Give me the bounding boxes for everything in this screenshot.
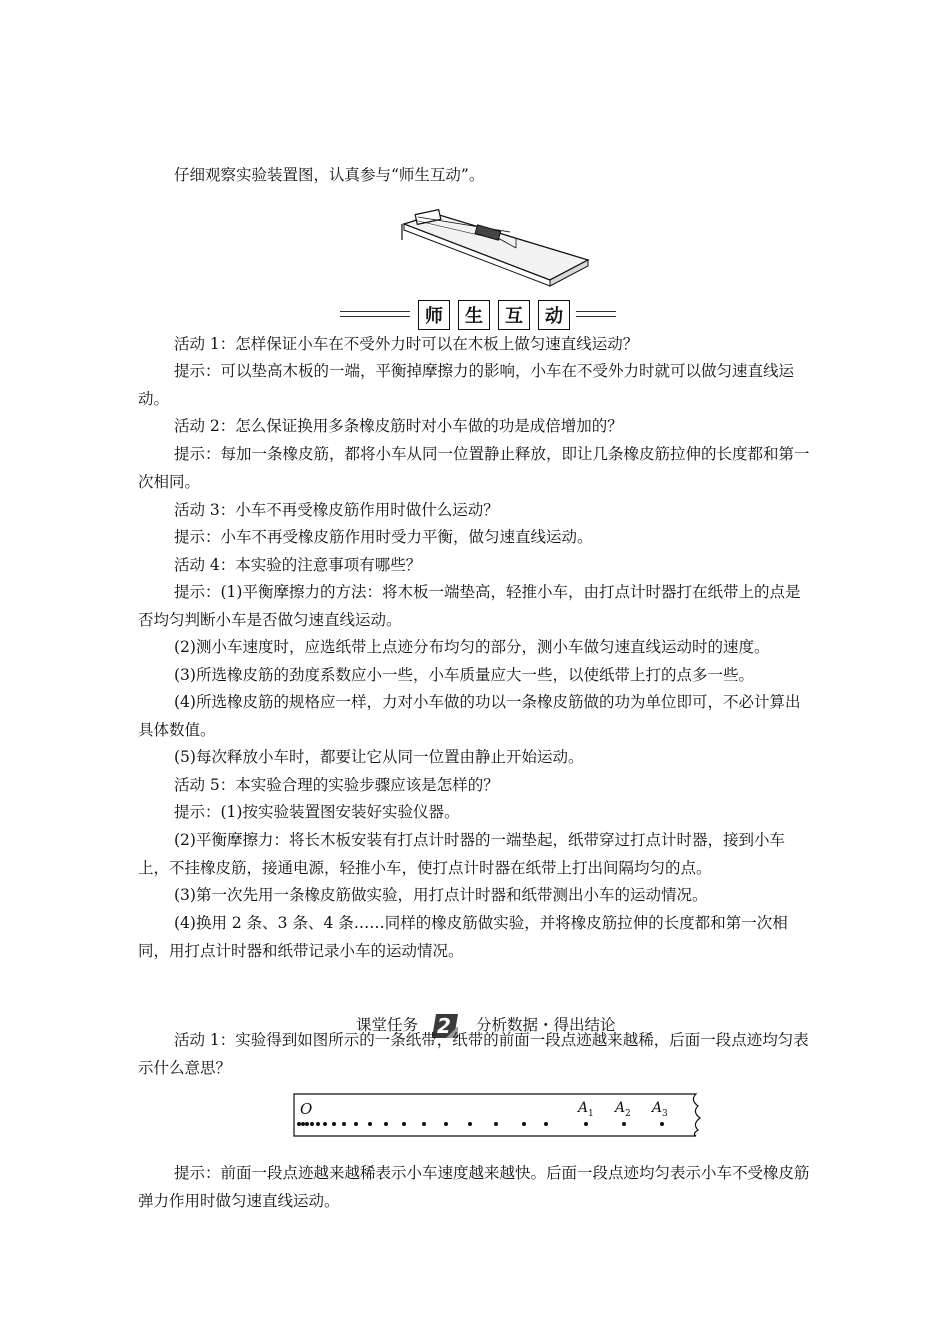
activity3-question: 活动 3：小车不再受橡皮筋作用时做什么运动？: [174, 501, 499, 519]
tape-point-subscript: 3: [662, 1109, 668, 1119]
tape-point-label: A: [652, 1100, 663, 1116]
activity5-hint-2: (2)平衡摩擦力：将长木板安装有打点计时器的一端垫起，纸带穿过打点计时器，接到小车上，不挂橡皮筋，接通电源，轻推小车，使打点计时器在纸带上打出间隔均匀的点。: [138, 831, 785, 877]
activity2-hint: 提示：每加一条橡皮筋，都将小车从同一位置静止释放，即让几条橡皮筋拉伸的长度都和第一次相同。: [138, 445, 810, 491]
banner-char: 生: [458, 300, 490, 330]
tape-dot: [342, 1122, 346, 1126]
task-number: 2: [437, 1014, 451, 1038]
activity2-question: 活动 2：怎么保证换用多条橡皮筋时对小车做的功是成倍增加的？: [174, 417, 623, 435]
activity1-question: 活动 1：怎样保证小车在不受外力时可以在木板上做匀速直线运动？: [174, 335, 639, 353]
tape-dot: [332, 1122, 336, 1126]
activity4-hint-3: (3)所选橡皮筋的劲度系数应小一些，小车质量应大一些，以使纸带上打的点多一些。: [174, 666, 754, 684]
tape-dot: [544, 1122, 548, 1126]
activity5-hint-4: (4)换用 2 条、3 条、4 条……同样的橡皮筋做实验，并将橡皮筋拉伸的长度都和第一次相同，用打点计时器和纸带记录小车的运动情况。: [138, 914, 788, 960]
tape-origin-label: O: [300, 1100, 313, 1118]
tape-dot: [422, 1122, 426, 1126]
intro-text: 仔细观察实验装置图，认真参与“师生互动”。: [174, 166, 485, 184]
banner-rule-left: [340, 311, 410, 312]
tape-dot: [316, 1122, 320, 1126]
tape-point-subscript: 2: [625, 1109, 631, 1119]
banner-char: 动: [538, 300, 570, 330]
tape-dot: [368, 1122, 372, 1126]
interaction-banner: [340, 300, 616, 334]
tape-point-label: A: [578, 1100, 589, 1116]
tape-dot: [522, 1122, 526, 1126]
tape-dot: [468, 1122, 472, 1126]
tape-dot: [310, 1122, 314, 1126]
tape-dot: [444, 1122, 448, 1126]
task2-activity1-hint: 提示：前面一段点迹越来越稀表示小车速度越来越快。后面一段点迹均匀表示小车不受橡皮筋弹力作用时做匀速直线运动。: [138, 1164, 810, 1210]
tape-dot: [494, 1122, 498, 1126]
banner-char: 师: [418, 300, 450, 330]
banner-rule-right: [576, 311, 616, 312]
tape-dot: [402, 1122, 406, 1126]
activity4-hint-5: (5)每次释放小车时，都要让它从同一位置由静止开始运动。: [174, 748, 584, 766]
activity5-question: 活动 5：本实验合理的实验步骤应该是怎样的？: [174, 776, 499, 794]
activity3-hint: 提示：小车不再受橡皮筋作用时受力平衡，做匀速直线运动。: [174, 528, 593, 546]
tape-dot: [354, 1122, 358, 1126]
tape-dot: [660, 1122, 664, 1126]
activity4-hint-1: 提示：(1)平衡摩擦力的方法：将木板一端垫高，轻推小车，由打点计时器打在纸带上的点是否均匀判断小车是否做匀速直线运动。: [138, 583, 801, 629]
tape-dot: [305, 1122, 309, 1126]
task2-activity1-question: 活动 1：实验得到如图所示的一条纸带，纸带的前面一段点迹越来越稀，后面一段点迹均匀表示什么意思？: [138, 1031, 809, 1077]
task-prefix: 课堂任务: [356, 1016, 419, 1034]
tape-dot: [584, 1122, 588, 1126]
banner-char: 互: [498, 300, 530, 330]
tape-dot: [622, 1122, 626, 1126]
activity5-hint-1: 提示：(1)按实验装置图安装好实验仪器。: [174, 803, 460, 821]
task-title: 分析数据・得出结论: [476, 1016, 616, 1034]
banner-rule-left: [340, 316, 410, 317]
tape-dot: [301, 1122, 305, 1126]
experiment-setup-figure: [390, 196, 600, 296]
activity1-hint: 提示：可以垫高木板的一端，平衡掉摩擦力的影响，小车在不受外力时就可以做匀速直线运动。: [138, 362, 795, 408]
activity4-hint-4: (4)所选橡皮筋的规格应一样，力对小车做的功以一条橡皮筋做的功为单位即可，不必计算出具体数值。: [138, 693, 801, 739]
banner-rule-right: [576, 316, 616, 317]
activity4-hint-2: (2)测小车速度时，应选纸带上点迹分布均匀的部分，测小车做匀速直线运动时的速度。: [174, 638, 770, 656]
tape-dot: [297, 1122, 301, 1126]
activity4-question: 活动 4：本实验的注意事项有哪些？: [174, 556, 422, 574]
activity5-hint-3: (3)第一次先用一条橡皮筋做实验，用打点计时器和纸带测出小车的运动情况。: [174, 886, 708, 904]
tape-point-subscript: 1: [588, 1109, 594, 1119]
tape-dot: [323, 1122, 327, 1126]
tape-point-label: A: [615, 1100, 626, 1116]
ticker-tape-figure: [292, 1090, 712, 1140]
tape-dot: [384, 1122, 388, 1126]
